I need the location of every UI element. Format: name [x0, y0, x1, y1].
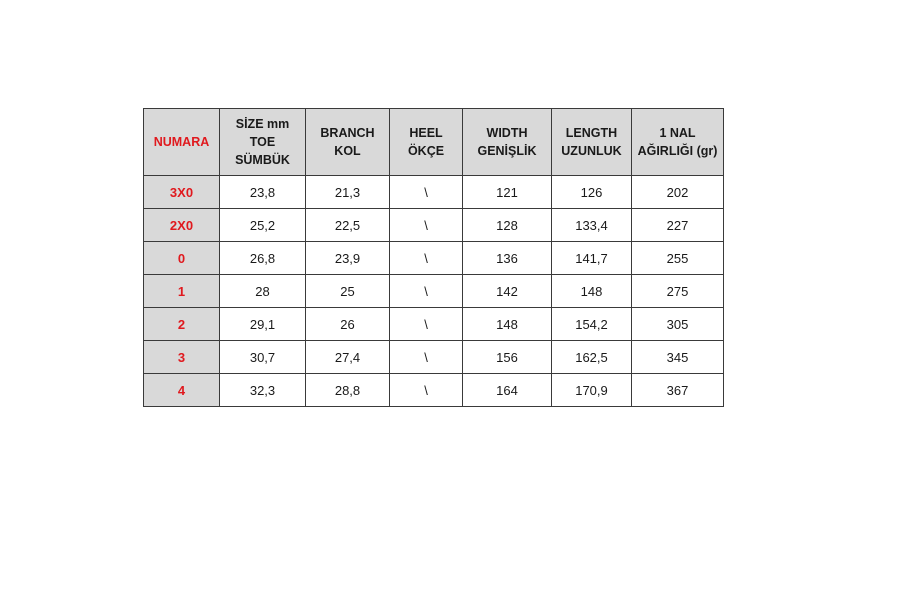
- length-cell: 148: [552, 275, 632, 308]
- numara-cell: 1: [144, 275, 220, 308]
- width-cell: 121: [463, 176, 552, 209]
- table-row: [144, 341, 724, 374]
- branch-cell: 25: [306, 275, 390, 308]
- length-cell: 162,5: [552, 341, 632, 374]
- weight-cell: 227: [632, 209, 724, 242]
- header-heel: [390, 109, 463, 176]
- heel-cell: \: [390, 374, 463, 407]
- length-cell: 126: [552, 176, 632, 209]
- width-cell: 136: [463, 242, 552, 275]
- numara-cell: 3X0: [144, 176, 220, 209]
- table-row: [144, 308, 724, 341]
- header-line: WIDTH: [486, 126, 528, 140]
- width-cell: 148: [463, 308, 552, 341]
- table-row: [144, 176, 724, 209]
- header-weight: [632, 109, 724, 176]
- size-chart-table: [143, 108, 724, 407]
- numara-cell: 0: [144, 242, 220, 275]
- header-line: UZUNLUK: [561, 144, 622, 158]
- header-line: HEEL: [409, 126, 443, 140]
- header-line: 1 NAL: [659, 126, 696, 140]
- numara-cell: 4: [144, 374, 220, 407]
- branch-cell: 21,3: [306, 176, 390, 209]
- weight-cell: 255: [632, 242, 724, 275]
- size-cell: 25,2: [220, 209, 306, 242]
- header-line: LENGTH: [565, 126, 618, 140]
- header-line: AĞIRLIĞI (gr): [637, 144, 718, 158]
- table-row: [144, 374, 724, 407]
- header-row: [144, 109, 724, 176]
- weight-cell: 345: [632, 341, 724, 374]
- size-cell: 32,3: [220, 374, 306, 407]
- weight-cell: 305: [632, 308, 724, 341]
- size-cell: 23,8: [220, 176, 306, 209]
- header-line: BRANCH: [320, 126, 375, 140]
- heel-cell: \: [390, 308, 463, 341]
- width-cell: 164: [463, 374, 552, 407]
- header-width: [463, 109, 552, 176]
- heel-cell: \: [390, 275, 463, 308]
- width-cell: 142: [463, 275, 552, 308]
- branch-cell: 22,5: [306, 209, 390, 242]
- branch-cell: 28,8: [306, 374, 390, 407]
- table-row: [144, 275, 724, 308]
- numara-cell: 2X0: [144, 209, 220, 242]
- branch-cell: 26: [306, 308, 390, 341]
- header-line: SÜMBÜK: [235, 153, 290, 167]
- header-length: [552, 109, 632, 176]
- length-cell: 141,7: [552, 242, 632, 275]
- width-cell: 128: [463, 209, 552, 242]
- header-numara: [144, 109, 220, 176]
- length-cell: 133,4: [552, 209, 632, 242]
- length-cell: 154,2: [552, 308, 632, 341]
- header-line: GENİŞLİK: [477, 144, 537, 158]
- size-cell: 30,7: [220, 341, 306, 374]
- table-row: [144, 209, 724, 242]
- header-line: NUMARA: [153, 135, 210, 149]
- header-line: ÖKÇE: [407, 144, 445, 158]
- header-line: TOE: [249, 135, 276, 149]
- branch-cell: 27,4: [306, 341, 390, 374]
- header-size-toe: [220, 109, 306, 176]
- heel-cell: \: [390, 341, 463, 374]
- numara-cell: 3: [144, 341, 220, 374]
- heel-cell: \: [390, 176, 463, 209]
- weight-cell: 367: [632, 374, 724, 407]
- width-cell: 156: [463, 341, 552, 374]
- size-cell: 29,1: [220, 308, 306, 341]
- heel-cell: \: [390, 242, 463, 275]
- header-branch: [306, 109, 390, 176]
- size-cell: 28: [220, 275, 306, 308]
- table-row: [144, 242, 724, 275]
- branch-cell: 23,9: [306, 242, 390, 275]
- length-cell: 170,9: [552, 374, 632, 407]
- heel-cell: \: [390, 209, 463, 242]
- weight-cell: 202: [632, 176, 724, 209]
- weight-cell: 275: [632, 275, 724, 308]
- numara-cell: 2: [144, 308, 220, 341]
- size-cell: 26,8: [220, 242, 306, 275]
- header-line: KOL: [334, 144, 361, 158]
- header-line: SİZE mm: [235, 117, 290, 131]
